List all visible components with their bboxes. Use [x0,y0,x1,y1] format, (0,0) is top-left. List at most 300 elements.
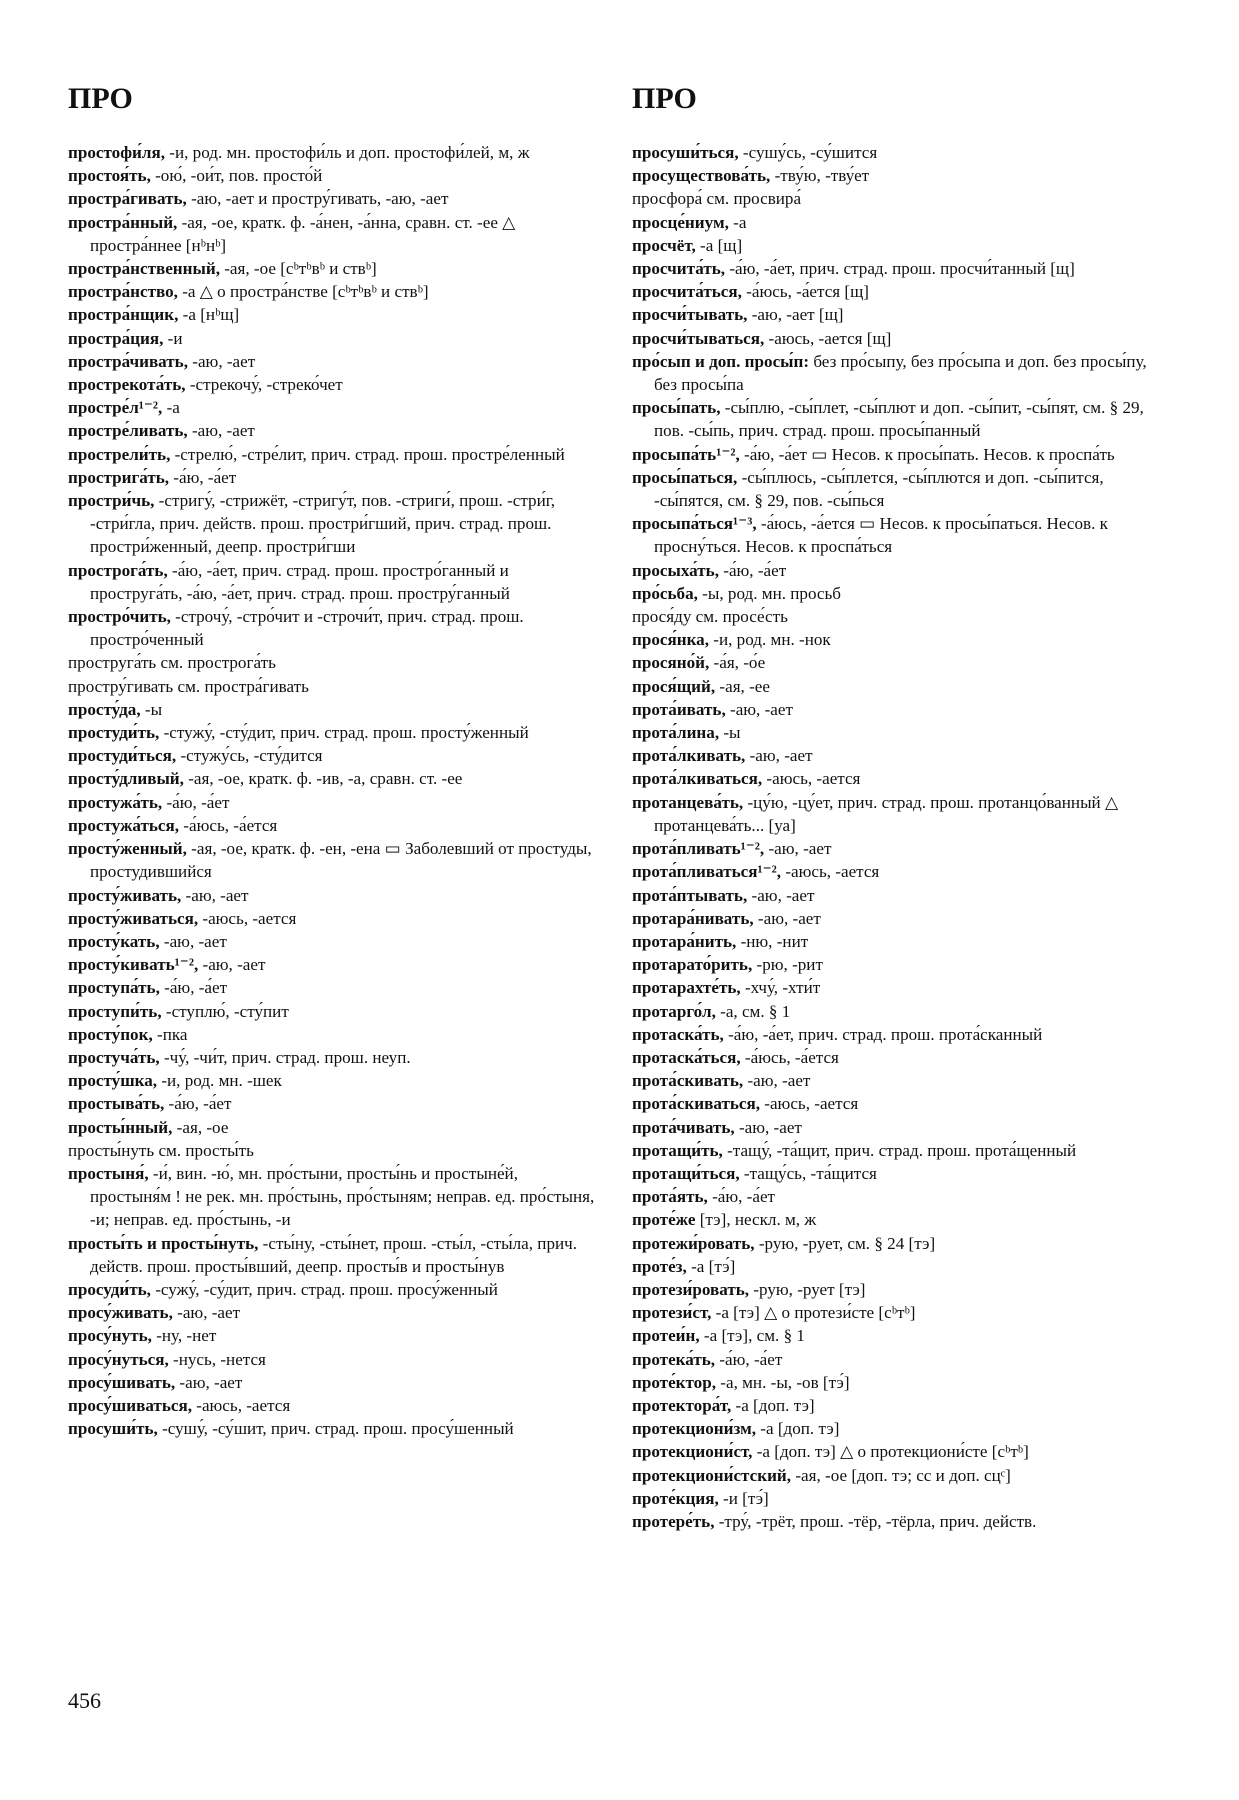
entry-definition: -сы́плю, -сы́плет, -сы́плют и доп. -сы́пит, -сы́пят, см. § 29, пов. -сы́пь, прич. страд. прош. просы́панный [654,398,1144,441]
headword: простре́л¹⁻², [68,398,163,418]
entry-definition: -а́юсь, -а́ется [740,1047,839,1067]
entry-definition: -аю, -ает [743,1071,811,1091]
headword: просы́пать, [632,398,721,418]
dictionary-entry [632,1255,1172,1278]
entry-definition: -аю, -ает [187,421,255,441]
dictionary-entry [68,767,598,790]
entry-definition: -рую, -рует [тэ] [749,1279,866,1299]
headword: прота́пливать¹⁻², [632,839,765,859]
entry-definition: -пка [152,1024,188,1044]
entry-definition: -ою́, -ои́т, пов. просто́й [150,166,323,186]
headword: простра́нщик, [68,305,179,325]
dictionary-entry [632,582,1172,605]
dictionary-entry [632,884,1172,907]
headword: протекциони́зм, [632,1419,756,1439]
dictionary-entry [68,1116,598,1139]
entry-definition: -ступлю́, -сту́пит [161,1001,289,1021]
dictionary-entry [632,605,1172,628]
entry-definition: -и, род. мн. -нок [709,630,831,650]
entry-definition: -хчу́, -хти́т [740,978,821,998]
entry-definition: -строчу́, -стро́чит и -строчи́т, прич. страд. прош. простро́ченный [90,607,524,650]
entry-definition: [тэ], нескл. м, ж [695,1210,817,1230]
headword: прота́скивать, [632,1071,744,1091]
dictionary-entry [68,791,598,814]
dictionary-entry [632,1348,1172,1371]
dictionary-entry [632,234,1172,257]
headword: просту́живаться, [68,908,199,928]
headword: протащи́ться, [632,1163,740,1183]
dictionary-entry [632,164,1172,187]
headword: прота́ять, [632,1187,708,1207]
dictionary-entry [632,721,1172,744]
dictionary-entry [632,860,1172,883]
dictionary-entry [68,1000,598,1023]
headword: прота́ивать, [632,699,726,719]
headword: протащи́ть, [632,1140,723,1160]
headword: просту́да, [68,699,141,719]
entry-definition: -а [доп. тэ] [731,1395,815,1415]
headword: протарато́рить, [632,955,753,975]
headword: протези́ст, [632,1303,712,1323]
headword: простужа́ть, [68,792,163,812]
headword: прося́нка, [632,630,709,650]
dictionary-entry [632,1092,1172,1115]
headword: проступи́ть, [68,1001,162,1021]
entry-definition: -ая, -ое [доп. тэ; сс и доп. сцᶜ] [791,1465,1011,1485]
dictionary-entry [632,1417,1172,1440]
headword: просу́шивать, [68,1372,176,1392]
entry-definition: -и́, вин. -ю́, мн. про́стыни, просты́нь и простыне́й, простыня́м ! не рек. мн. про́стынь, про́стыням; неправ. ед. про́стыня, -и; неправ. ед. про́стынь, -и [90,1163,595,1230]
headword: прострели́ть, [68,444,171,464]
entry-definition: -ая, -ое [сᵇтᵇвᵇ и ствᵇ] [219,259,377,279]
headword: протаска́ть, [632,1024,724,1044]
entry-definition: -а́ю, -а́ет [707,1187,776,1207]
headword: просу́шиваться, [68,1395,192,1415]
headword: простуча́ть, [68,1047,160,1067]
entry-definition: -аю, -ает [щ] [747,305,844,325]
entry-definition: -и [163,328,183,348]
dictionary-entry [68,721,598,744]
headword: простофи́ля, [68,143,165,162]
headword: протекциони́стский, [632,1465,792,1485]
entry-definition: простру́гивать см. простра́гивать [68,676,309,696]
headword: просчёт, [632,235,696,255]
dictionary-entry [632,1371,1172,1394]
entry-definition: -а, мн. -ы, -ов [тэ́] [716,1372,850,1392]
page-number: 456 [68,1688,101,1713]
entry-definition: -аюсь, -ается [щ] [764,328,892,348]
entry-definition: -сы́плюсь, -сы́плется, -сы́плются и доп. -сы́пится, -сы́пятся, см. § 29, пов. -сы́пься [654,467,1104,511]
entry-definition: -рю, -рит [752,955,823,975]
dictionary-entry [68,1232,598,1278]
dictionary-entry [632,767,1172,790]
entry-definition: -аю, -ает [747,885,815,905]
entry-definition: -а́ю, -а́ет [162,792,230,812]
entry-definition: -а́ю, -а́ет [169,467,237,487]
entry-definition: -аюсь, -ается [760,1094,859,1114]
headword: простра́нственный, [68,259,220,279]
headword: просту́живать, [68,885,182,905]
entry-definition: -ая, -ое [172,1117,229,1137]
headword: просчи́тываться, [632,328,765,348]
headword: просыпа́ться¹⁻³, [632,514,757,534]
headword: протектора́т, [632,1395,732,1415]
dictionary-entry [68,373,598,396]
entry-definition: -а́ю, -а́ет ▭ Несов. к просы́пать. Несов. к проспа́ть [739,444,1115,464]
dictionary-entry [632,1139,1172,1162]
dictionary-entry [68,280,598,303]
entry-definition: -ая, -ое, кратк. ф. -ив, -а, сравн. ст. -ее [183,769,463,789]
dictionary-entry [68,1139,598,1162]
entry-definition: -аю, -ает [159,931,227,951]
dictionary-entry [68,1324,598,1347]
entry-definition: -тву́ю, -тву́ет [770,166,870,186]
dictionary-entry [632,907,1172,930]
dictionary-entry [68,953,598,976]
headword: простре́ливать, [68,421,188,441]
headword: протере́ть, [632,1511,715,1531]
headword: просты́ть и просты́нуть, [68,1233,259,1253]
entry-definition: -а [доп. тэ] △ о протекциони́сте [сᵇтᵇ] [752,1442,1029,1462]
headword: просту́кивать¹⁻², [68,955,199,975]
entry-definition: -а [162,398,180,418]
dictionary-entry [632,1324,1172,1347]
headword: протара́нивать, [632,908,754,928]
entry-definition: -аю, -ает [725,699,793,719]
running-header-left: ПРО [68,82,133,115]
entry-definition: -аю, -ает [734,1117,802,1137]
entry-definition: -тащу́сь, -та́щится [739,1163,877,1183]
headword: протежи́ровать, [632,1233,755,1253]
dictionary-entry [632,1162,1172,1185]
headword: простоя́ть, [68,166,151,186]
entry-definition: -ы [719,723,741,743]
entry-definition: -и [тэ́] [718,1488,769,1508]
headword: просяно́й, [632,653,710,673]
dictionary-entry [68,443,598,466]
entry-definition: просты́нуть см. просты́ть [68,1140,254,1160]
dictionary-entry [68,164,598,187]
dictionary-entry [632,1464,1172,1487]
entry-definition: -ы, род. мн. просьб [697,583,842,603]
dictionary-entry [68,187,598,210]
headword: протанцева́ть, [632,792,744,812]
entry-definition: проструга́ть см. прострога́ть [68,653,276,673]
entry-definition: -аю, -ает [188,351,256,371]
headword: прота́птывать, [632,885,748,905]
entry-definition: -ну, -нет [151,1326,217,1346]
dictionary-entry [632,1000,1172,1023]
entry-definition: -а́юсь, -а́ется [179,815,278,835]
entry-definition: -а [тэ] △ о протези́сте [сᵇтᵇ] [711,1303,916,1323]
entry-definition: -цу́ю, -цу́ет, прич. страд. прош. протанцо́ванный △ протанцева́ть... [уа] [654,792,1119,835]
dictionary-entry [68,837,598,883]
headword: просу́живать, [68,1303,173,1323]
headword: просты́нный, [68,1117,173,1137]
entry-definition: -а [доп. тэ] [756,1419,840,1439]
dictionary-entry [68,884,598,907]
dictionary-entry [632,930,1172,953]
headword: простуди́ть, [68,723,160,743]
headword: прота́пливаться¹⁻², [632,862,782,882]
entry-definition: -а △ о простра́нстве [сᵇтᵇвᵇ и ствᵇ] [177,282,429,302]
entry-definition: -аю, -ает [745,746,813,766]
dictionary-entry [68,1023,598,1046]
headword: простри́чь, [68,491,155,511]
entry-definition: -а́юсь, -а́ется [щ] [741,282,869,302]
dictionary-entry [632,744,1172,767]
dictionary-entry [68,559,598,605]
headword: простра́чивать, [68,351,188,371]
headword: прота́лкивать, [632,746,746,766]
headword: протекциони́ст, [632,1442,753,1462]
dictionary-entry [68,605,598,651]
dictionary-entry [632,1185,1172,1208]
entry-definition: -аю, -ает и простру́гивать, -аю, -ает [186,189,449,209]
headword: простужа́ться, [68,815,180,835]
dictionary-entry [68,1069,598,1092]
dictionary-entry [632,675,1172,698]
headword: протека́ть, [632,1349,716,1369]
dictionary-entry [632,187,1172,210]
dictionary-entry [632,559,1172,582]
dictionary-entry [632,651,1172,674]
dictionary-entry [68,350,598,373]
headword: протарахте́ть, [632,978,741,998]
dictionary-entry [632,1394,1172,1417]
entry-definition: -ы [140,699,163,719]
dictionary-entry [68,1348,598,1371]
dictionary-entry [632,1116,1172,1139]
entry-definition: -стужу́, -сту́дит, прич. страд. прош. просту́женный [159,723,529,743]
entry-definition: -аюсь, -ается [198,908,297,928]
headword: простыня́, [68,1163,149,1183]
headword: просыха́ть, [632,560,719,580]
headword: просчи́тывать, [632,305,748,325]
headword: проте́кция, [632,1488,719,1508]
dictionary-entry [68,489,598,559]
dictionary-entry [632,976,1172,999]
dictionary-entry [68,675,598,698]
headword: простро́чить, [68,607,171,627]
entry-definition: -сужу́, -су́дит, прич. страд. прош. просу́женный [150,1279,498,1299]
headword: прота́лкиваться, [632,769,763,789]
dictionary-entry [68,744,598,767]
entry-definition: -а [нᵇщ] [178,305,240,325]
dictionary-entry [68,1162,598,1232]
entry-definition: -а [щ] [695,235,743,255]
headword: просы́паться, [632,467,738,487]
dictionary-entry [68,651,598,674]
dictionary-entry [68,1092,598,1115]
headword: просту́пок, [68,1024,153,1044]
entry-definition: -сушу́сь, -су́шится [738,143,878,162]
entry-definition: -аюсь, -ается [191,1395,291,1415]
dictionary-entry [632,303,1172,326]
entry-definition: -ая, -ое, кратк. ф. -а́нен, -а́нна, сравн. ст. -ее △ простра́ннее [нᵇнᵇ] [90,212,516,255]
headword: проте́з, [632,1256,687,1276]
headword: прота́чивать, [632,1117,735,1137]
entry-definition: -стригу́, -стрижёт, -стригу́т, пов. -стриги́, прош. -стри́г, -стри́гла, прич. действ. прош. простри́гший, прич. страд. прош. простри́женный, деепр. простри́гши [90,491,556,557]
dictionary-entry [68,303,598,326]
entry-definition: -чу́, -чи́т, прич. страд. прош. неуп. [159,1047,411,1067]
dictionary-entry [68,976,598,999]
entry-definition: без про́сыпу, без про́сыпа и доп. без просы́пу, без просы́па [654,351,1147,395]
dictionary-entry [68,698,598,721]
entry-definition: -а [728,212,747,232]
dictionary-entry [68,419,598,442]
headword: протаска́ться, [632,1047,741,1067]
dictionary-entry [632,141,1172,164]
headword: проступа́ть, [68,978,160,998]
entry-definition: -сты́ну, -сты́нет, прош. -сты́л, -сты́ла, прич. действ. прош. просты́вший, деепр. просты́в и просты́нув [90,1233,578,1276]
dictionary-entry [68,1278,598,1301]
dictionary-entry [632,953,1172,976]
headword: просу́нуть, [68,1326,152,1346]
dictionary-entry [632,350,1172,396]
entry-definition: -ая, -ое, кратк. ф. -ен, -ена ▭ Заболевший от простуды, простудившийся [90,839,592,882]
dictionary-entry [632,1046,1172,1069]
entry-definition: -сушу́, -су́шит, прич. страд. прош. просу́шенный [157,1419,514,1439]
entry-definition: -аюсь, -ается [781,862,880,882]
entry-definition: -и, род. мн. -шек [157,1071,282,1091]
headword: прося́щий, [632,676,716,696]
entry-definition: -ая, -ее [715,676,770,696]
headword: проте́ктор, [632,1372,717,1392]
dictionary-entry [632,211,1172,234]
entry-definition: прося́ду см. просе́сть [632,607,788,627]
entry-definition: -стрелю́, -стре́лит, прич. страд. прош. простре́ленный [170,444,565,464]
headword: простуди́ться, [68,746,177,766]
entry-definition: -тру́, -трёт, прош. -тёр, -тёрла, прич. действ. [714,1511,1037,1531]
left-column [68,141,598,1440]
running-header-right: ПРО [632,82,697,115]
headword: просыпа́ть¹⁻², [632,444,740,464]
entry-definition: -стрекочу́, -стреко́чет [185,375,343,395]
dictionary-entry [68,1046,598,1069]
headword: просчита́ть, [632,259,726,279]
dictionary-entry [68,1371,598,1394]
dictionary-entry [632,257,1172,280]
dictionary-entry [68,1301,598,1324]
headword: проте́же [632,1210,696,1230]
dictionary-entry [68,814,598,837]
dictionary-entry [632,1510,1172,1533]
headword: просту́женный, [68,839,187,859]
dictionary-entry [68,257,598,280]
headword: просуши́ться, [632,143,739,162]
entry-definition: просфора́ см. просвира́ [632,189,802,209]
headword: прота́скиваться, [632,1094,760,1114]
entry-definition: -и, род. мн. простофи́ль и доп. простофи́лей, м, ж [165,143,530,162]
dictionary-entry [632,443,1172,466]
headword: просту́кать, [68,931,160,951]
dictionary-entry [632,1232,1172,1255]
headword: прострекота́ть, [68,375,186,395]
dictionary-entry [632,837,1172,860]
entry-definition: -аюсь, -ается [762,769,861,789]
entry-definition: -а́ю, -а́ет [715,1349,783,1369]
dictionary-entry [68,327,598,350]
entry-definition: -аю, -ает [764,839,832,859]
dictionary-entry [632,1208,1172,1231]
dictionary-entry [632,791,1172,837]
dictionary-entry [68,930,598,953]
dictionary-entry [632,628,1172,651]
headword: протара́нить, [632,931,737,951]
entry-definition: -ню, -нит [736,931,809,951]
entry-definition: -рую, -рует, см. § 24 [тэ] [754,1233,936,1253]
headword: простыва́ть, [68,1094,165,1114]
dictionary-entry [68,211,598,257]
dictionary-entry [632,280,1172,303]
dictionary-entry [632,698,1172,721]
entry-definition: -аю, -ает [181,885,249,905]
headword: просу́нуться, [68,1349,169,1369]
dictionary-entry [632,466,1172,512]
headword: простра́ция, [68,328,164,348]
headword: просуди́ть, [68,1279,151,1299]
entry-definition: -а́юсь, -а́ется ▭ Несов. к просы́паться. Несов. к просну́ться. Несов. к проспа́ться [654,514,1108,557]
dictionary-entry [68,1417,598,1440]
entry-definition: -аю, -ает [753,908,821,928]
headword: простра́нный, [68,212,178,232]
entry-definition: -аю, -ает [172,1303,241,1323]
entry-definition: -а, см. § 1 [715,1001,791,1021]
headword: протези́ровать, [632,1279,750,1299]
dictionary-entry [632,327,1172,350]
dictionary-entry [68,466,598,489]
entry-definition: -аю, -ает [198,955,266,975]
dictionary-entry [632,1278,1172,1301]
right-column [632,141,1172,1533]
headword: про́сьба, [632,583,698,603]
dictionary-entry [632,1023,1172,1046]
entry-definition: -а́ю, -а́ет [718,560,787,580]
dictionary-entry [632,1301,1172,1324]
entry-definition: -нусь, -нется [168,1349,266,1369]
headword: просту́дливый, [68,769,184,789]
entry-definition: -а́ю, -а́ет, прич. страд. прош. прота́сканный [723,1024,1043,1044]
dictionary-entry [68,396,598,419]
headword: протарго́л, [632,1001,716,1021]
dictionary-entry [68,907,598,930]
entry-definition: -а́ю, -а́ет, прич. страд. прош. простро́ганный и проструга́ть, -а́ю, -а́ет, прич. страд. прош. простру́ганный [90,560,510,603]
entry-definition: -тащу́, -та́щит, прич. страд. прош. прота́щенный [722,1140,1077,1160]
dictionary-entry [632,512,1172,558]
entry-definition: -а [тэ], см. § 1 [699,1326,805,1346]
entry-definition: -а́ю, -а́ет [159,978,228,998]
headword: прострога́ть, [68,560,168,580]
dictionary-entry [632,396,1172,442]
entry-definition: -а́ю, -а́ет [164,1094,232,1114]
dictionary-entry [632,1487,1172,1510]
entry-definition: -аю, -ает [175,1372,243,1392]
entry-definition: -а [тэ́] [686,1256,736,1276]
headword: протеи́н, [632,1326,700,1346]
headword: про́сып и доп. просы́п: [632,351,810,371]
headword: простра́гивать, [68,189,187,209]
headword: просуществова́ть, [632,166,771,186]
headword: прострига́ть, [68,467,170,487]
dictionary-entry [68,1394,598,1417]
headword: простра́нство, [68,282,178,302]
entry-definition: -стужу́сь, -сту́дится [176,746,323,766]
headword: прота́лина, [632,723,720,743]
entry-definition: -а́я, -о́е [709,653,766,673]
headword: просуши́ть, [68,1419,158,1439]
headword: просту́шка, [68,1071,158,1091]
